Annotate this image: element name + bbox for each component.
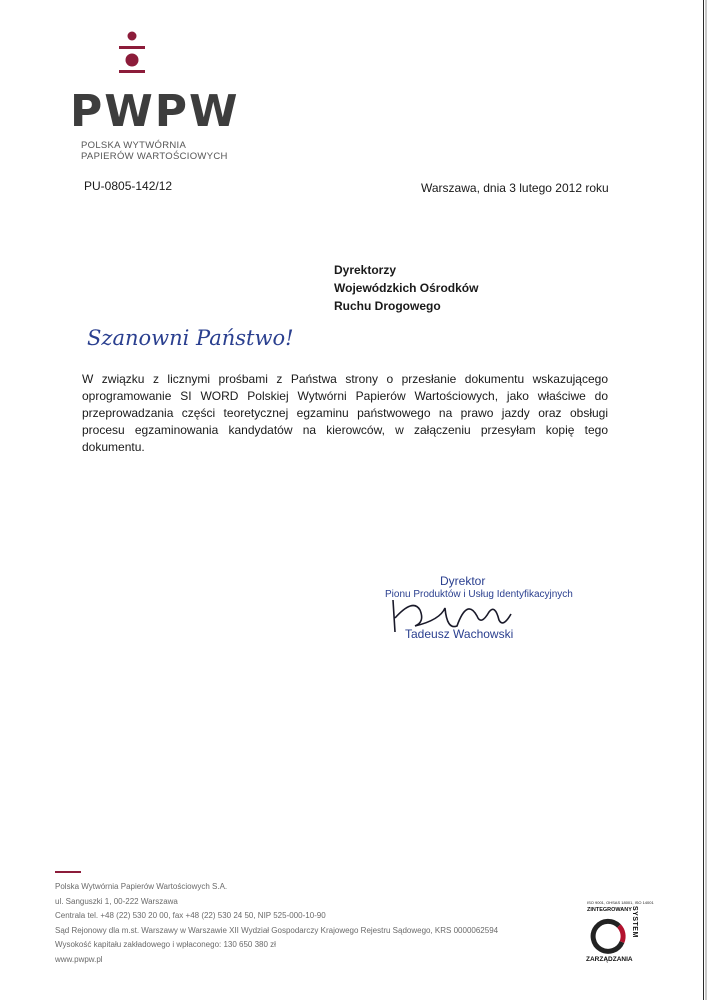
certification-badge bbox=[583, 900, 654, 966]
handwritten-salutation: Szanowni Państwo! bbox=[87, 326, 294, 350]
footer-company: Polska Wytwórnia Papierów Wartościowych S.A. bbox=[55, 882, 228, 891]
recipient-line: Ruchu Drogowego bbox=[334, 299, 441, 313]
company-name-line: POLSKA WYTWÓRNIA bbox=[81, 140, 187, 151]
signatory-name: Tadeusz Wachowski bbox=[405, 627, 514, 641]
recipient-block bbox=[334, 261, 478, 315]
company-name bbox=[81, 140, 261, 162]
certification-ring-icon bbox=[589, 918, 627, 954]
footer-address: ul. Sanguszki 1, 00-222 Warszawa bbox=[55, 896, 178, 906]
footer-court-registration: Sąd Rejonowy dla m.st. Warszawy w Warszawie XII Wydział Gospodarczy Krajowego Rejestru Sądowego, KRS 0000062594 bbox=[55, 925, 499, 935]
cert-line: SYSTEM bbox=[631, 906, 638, 938]
company-name-line: PAPIERÓW WARTOŚCIOWYCH bbox=[81, 151, 228, 162]
cert-line: ZINTEGROWANY bbox=[587, 907, 632, 913]
cert-standards: ISO 9001, OHSAS 18001, ISO 14001 bbox=[587, 900, 654, 905]
signatory-title: Dyrektor bbox=[440, 574, 486, 588]
footer-contact: Centrala tel. +48 (22) 530 20 00, fax +48 (22) 530 24 50, NIP 525-000-10-90 bbox=[55, 911, 326, 920]
footer-accent-line bbox=[55, 871, 81, 873]
recipient-line: Wojewódzkich Ośrodków bbox=[334, 281, 479, 295]
page-edge bbox=[703, 0, 704, 1000]
signatory-department: Pionu Produktów i Usług Identyfikacyjnych bbox=[385, 589, 573, 600]
letter-body: W związku z licznymi prośbami z Państwa strony o przesłanie dokumentu wskazującego oprogramowanie SI WORD Polskiej Wytwórni Papierów Wartościowych, jako właściwe do przeprowadzania części teoretycznej egzaminu państwowego na prawo jazdy oraz obsługi procesu egzaminowania kandydatów na kierowców, w załączeniu przesyłam kopię tego dokumentu. bbox=[82, 372, 608, 454]
reference-number: PU-0805-142/12 bbox=[84, 179, 173, 193]
footer bbox=[55, 880, 498, 967]
footer-website: www.pwpw.pl bbox=[55, 954, 103, 964]
pwpw-emblem-icon bbox=[117, 30, 147, 88]
company-logo bbox=[55, 30, 240, 170]
footer-capital: Wysokość kapitału zakładowego i wpłaconego: 130 650 380 zł bbox=[55, 940, 276, 949]
logo-wordmark: PWPW bbox=[70, 86, 240, 137]
place-date: Warszawa, dnia 3 lutego 2012 roku bbox=[421, 181, 609, 195]
recipient-line: Dyrektorzy bbox=[334, 263, 397, 277]
cert-line: ZARZĄDZANIA bbox=[586, 956, 633, 963]
